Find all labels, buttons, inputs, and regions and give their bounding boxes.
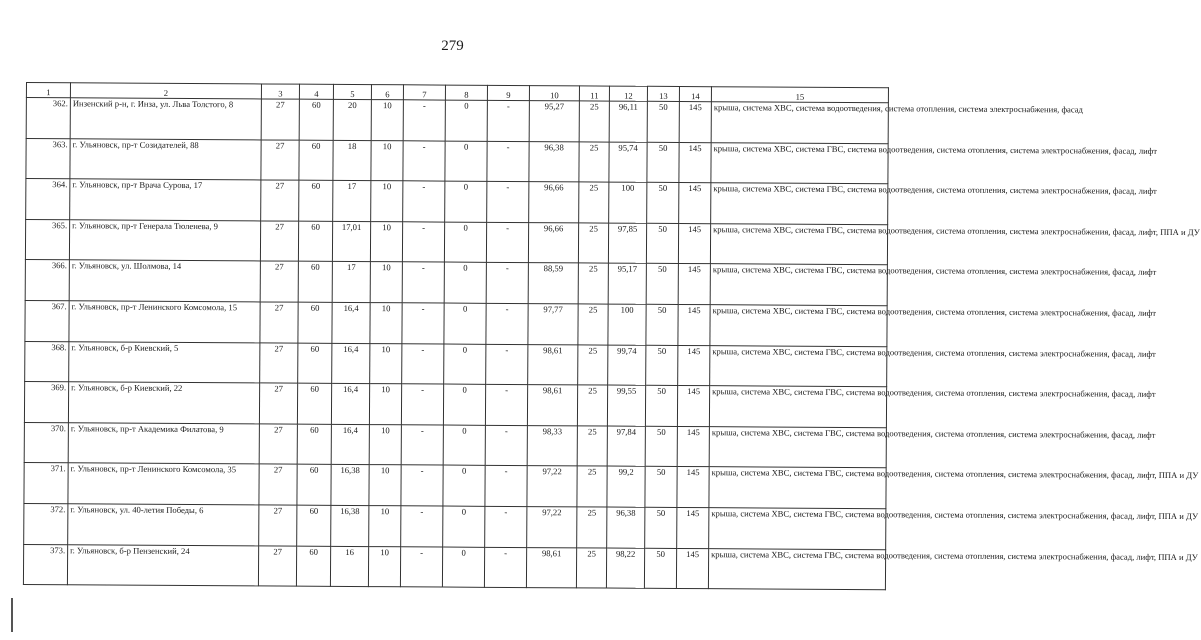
col13-cell: 50 bbox=[646, 345, 678, 386]
col9-cell: - bbox=[484, 547, 526, 588]
col12-cell: 97,85 bbox=[608, 223, 646, 264]
column-header-6: 6 bbox=[371, 85, 403, 100]
table-row bbox=[24, 382, 886, 428]
col12-cell: 98,22 bbox=[606, 548, 644, 589]
col14-cell: 145 bbox=[679, 101, 711, 142]
col11-cell: 25 bbox=[577, 466, 607, 507]
col9-cell: - bbox=[486, 222, 528, 263]
col12-cell: 99,55 bbox=[607, 385, 645, 426]
col9-cell: - bbox=[486, 303, 528, 344]
table-row bbox=[25, 300, 887, 346]
col5-cell: 17,01 bbox=[332, 221, 370, 262]
row-number: 367. bbox=[25, 300, 69, 341]
col8-cell: 0 bbox=[443, 384, 485, 425]
col6-cell: 10 bbox=[369, 465, 401, 506]
col14-cell: 145 bbox=[677, 386, 709, 427]
col11-cell: 25 bbox=[577, 426, 607, 467]
col11-cell: 25 bbox=[578, 263, 608, 304]
row-number: 362. bbox=[26, 98, 70, 139]
col8-cell: 0 bbox=[444, 303, 486, 344]
row-number: 369. bbox=[24, 382, 68, 423]
column-header-1: 1 bbox=[26, 83, 70, 98]
col7-cell: - bbox=[401, 384, 443, 425]
column-header-12: 12 bbox=[609, 86, 647, 101]
col11-cell: 25 bbox=[578, 223, 608, 264]
column-header-4: 4 bbox=[299, 84, 333, 99]
address-cell: г. Ульяновск, пр-т Ленинского Комсомола, 15 bbox=[69, 301, 260, 343]
col5-cell: 16,4 bbox=[331, 384, 369, 425]
col8-cell: 0 bbox=[443, 506, 485, 547]
col7-cell: - bbox=[401, 425, 443, 466]
col5-cell: 17 bbox=[333, 181, 371, 222]
col9-cell: - bbox=[485, 384, 527, 425]
page-number: 279 bbox=[441, 38, 464, 54]
col9-cell: - bbox=[485, 466, 527, 507]
col14-cell: 145 bbox=[679, 183, 711, 224]
col13-cell: 50 bbox=[647, 182, 679, 223]
table-row bbox=[23, 544, 885, 590]
col3-cell: 27 bbox=[260, 221, 298, 262]
col6-cell: 10 bbox=[370, 343, 402, 384]
works-list-cell: крыша, система ХВС, система водоотведения, система отопления, система электроснабжения, фасад bbox=[711, 102, 888, 144]
col11-cell: 25 bbox=[578, 344, 608, 385]
col7-cell: - bbox=[400, 546, 442, 587]
row-number: 363. bbox=[26, 138, 70, 179]
works-list-cell: крыша, система ХВС, система ГВС, система водоотведения, система отопления, система электроснабжения, фасад, лифт, ППА и ДУ bbox=[709, 467, 886, 509]
col9-cell: - bbox=[486, 344, 528, 385]
col4-cell: 60 bbox=[298, 262, 332, 303]
col4-cell: 60 bbox=[299, 180, 333, 221]
col11-cell: 25 bbox=[578, 304, 608, 345]
table-row bbox=[24, 503, 886, 549]
col10-cell: 96,38 bbox=[529, 141, 579, 182]
col13-cell: 50 bbox=[647, 101, 679, 142]
col3-cell: 27 bbox=[261, 140, 299, 181]
col13-cell: 50 bbox=[647, 142, 679, 183]
col10-cell: 97,22 bbox=[527, 466, 577, 507]
scan-edge-mark bbox=[11, 598, 13, 632]
address-cell: г. Ульяновск, пр-т Врача Сурова, 17 bbox=[70, 179, 261, 221]
col5-cell: 16,38 bbox=[331, 505, 369, 546]
col8-cell: 0 bbox=[445, 141, 487, 182]
col10-cell: 96,66 bbox=[528, 222, 578, 263]
col12-cell: 95,17 bbox=[608, 263, 646, 304]
table-row bbox=[25, 260, 887, 306]
col10-cell: 96,66 bbox=[529, 182, 579, 223]
works-list-cell: крыша, система ХВС, система ГВС, система водоотведения, система отопления, система электроснабжения, фасад, лифт bbox=[710, 264, 887, 306]
table-row bbox=[26, 98, 888, 144]
row-number: 364. bbox=[26, 179, 70, 220]
col5-cell: 20 bbox=[333, 99, 371, 140]
col4-cell: 60 bbox=[298, 302, 332, 343]
col11-cell: 25 bbox=[577, 507, 607, 548]
address-cell: г. Ульяновск, ул. 40-летия Победы, 6 bbox=[68, 504, 259, 546]
col6-cell: 10 bbox=[370, 303, 402, 344]
repair-register-table bbox=[23, 82, 1200, 590]
col13-cell: 50 bbox=[645, 467, 677, 508]
table-row bbox=[24, 463, 886, 509]
table-body bbox=[23, 98, 1200, 590]
col8-cell: 0 bbox=[445, 100, 487, 141]
row-number: 370. bbox=[24, 422, 68, 463]
col8-cell: 0 bbox=[445, 181, 487, 222]
col7-cell: - bbox=[403, 100, 445, 141]
col9-cell: - bbox=[485, 425, 527, 466]
column-header-2: 2 bbox=[70, 83, 261, 99]
works-list-cell: крыша, система ХВС, система ГВС, система водоотведения, система отопления, система электроснабжения, фасад, лифт bbox=[709, 426, 886, 468]
column-header-11: 11 bbox=[579, 86, 609, 101]
col12-cell: 100 bbox=[609, 182, 647, 223]
col10-cell: 88,59 bbox=[528, 263, 578, 304]
col6-cell: 10 bbox=[370, 221, 402, 262]
table-row bbox=[26, 179, 888, 225]
col9-cell: - bbox=[485, 506, 527, 547]
row-number: 368. bbox=[25, 341, 69, 382]
works-list-cell: крыша, система ХВС, система ГВС, система водоотведения, система отопления, система электроснабжения, фасад, лифт bbox=[711, 142, 888, 184]
col13-cell: 50 bbox=[646, 304, 678, 345]
col9-cell: - bbox=[487, 100, 529, 141]
col4-cell: 60 bbox=[296, 546, 330, 587]
col3-cell: 27 bbox=[259, 464, 297, 505]
col6-cell: 10 bbox=[369, 424, 401, 465]
col6-cell: 10 bbox=[369, 506, 401, 547]
col11-cell: 25 bbox=[579, 141, 609, 182]
col3-cell: 27 bbox=[260, 302, 298, 343]
col4-cell: 60 bbox=[298, 221, 332, 262]
col14-cell: 145 bbox=[678, 223, 710, 264]
col3-cell: 27 bbox=[260, 342, 298, 383]
address-cell: Инзенский р-н, г. Инза, ул. Льва Толстого, 8 bbox=[70, 98, 261, 140]
col7-cell: - bbox=[403, 181, 445, 222]
col5-cell: 16 bbox=[330, 546, 368, 587]
col8-cell: 0 bbox=[443, 465, 485, 506]
col13-cell: 50 bbox=[646, 264, 678, 305]
col8-cell: 0 bbox=[444, 344, 486, 385]
col8-cell: 0 bbox=[443, 425, 485, 466]
col9-cell: - bbox=[486, 263, 528, 304]
col10-cell: 98,61 bbox=[526, 547, 576, 588]
col11-cell: 25 bbox=[579, 101, 609, 142]
row-number: 366. bbox=[25, 260, 69, 301]
address-cell: г. Ульяновск, пр-т Созидателей, 88 bbox=[70, 138, 261, 180]
works-list-cell: крыша, система ХВС, система ГВС, система водоотведения, система отопления, система электроснабжения, фасад, лифт, ППА и ДУ bbox=[710, 223, 887, 265]
table-row bbox=[26, 138, 888, 184]
col14-cell: 145 bbox=[677, 467, 709, 508]
col7-cell: - bbox=[402, 343, 444, 384]
col10-cell: 98,61 bbox=[528, 344, 578, 385]
col4-cell: 60 bbox=[299, 99, 333, 140]
col10-cell: 97,22 bbox=[527, 507, 577, 548]
col9-cell: - bbox=[487, 182, 529, 223]
col10-cell: 98,33 bbox=[527, 425, 577, 466]
col12-cell: 96,38 bbox=[607, 507, 645, 548]
col7-cell: - bbox=[403, 140, 445, 181]
col13-cell: 50 bbox=[645, 507, 677, 548]
col4-cell: 60 bbox=[297, 505, 331, 546]
column-header-10: 10 bbox=[529, 86, 579, 101]
col10-cell: 97,77 bbox=[528, 304, 578, 345]
col10-cell: 95,27 bbox=[529, 101, 579, 142]
col11-cell: 25 bbox=[576, 547, 606, 588]
table-row bbox=[25, 219, 887, 265]
col4-cell: 60 bbox=[299, 140, 333, 181]
col4-cell: 60 bbox=[297, 465, 331, 506]
col8-cell: 0 bbox=[444, 262, 486, 303]
col6-cell: 10 bbox=[370, 262, 402, 303]
col3-cell: 27 bbox=[258, 545, 296, 586]
col13-cell: 50 bbox=[645, 426, 677, 467]
row-number: 372. bbox=[24, 503, 68, 544]
col5-cell: 17 bbox=[332, 262, 370, 303]
col13-cell: 50 bbox=[646, 223, 678, 264]
address-cell: г. Ульяновск, б-р Пензенский, 24 bbox=[67, 544, 258, 586]
col14-cell: 145 bbox=[677, 426, 709, 467]
col12-cell: 100 bbox=[608, 304, 646, 345]
column-header-9: 9 bbox=[487, 85, 529, 100]
col14-cell: 145 bbox=[676, 548, 708, 589]
col7-cell: - bbox=[401, 465, 443, 506]
col6-cell: 10 bbox=[371, 100, 403, 141]
col3-cell: 27 bbox=[259, 505, 297, 546]
col7-cell: - bbox=[402, 303, 444, 344]
col3-cell: 27 bbox=[261, 180, 299, 221]
table-row bbox=[24, 422, 886, 468]
col7-cell: - bbox=[401, 506, 443, 547]
col4-cell: 60 bbox=[297, 424, 331, 465]
works-list-cell: крыша, система ХВС, система ГВС, система водоотведения, система отопления, система электроснабжения, фасад, лифт, ППА и ДУ bbox=[709, 508, 886, 550]
col9-cell: - bbox=[487, 141, 529, 182]
col6-cell: 10 bbox=[369, 384, 401, 425]
column-header-8: 8 bbox=[445, 85, 487, 100]
col13-cell: 50 bbox=[645, 385, 677, 426]
address-cell: г. Ульяновск, пр-т Академика Филатова, 9 bbox=[68, 423, 259, 465]
column-header-14: 14 bbox=[679, 86, 711, 101]
works-list-cell: крыша, система ХВС, система ГВС, система водоотведения, система отопления, система электроснабжения, фасад, лифт bbox=[710, 345, 887, 387]
address-cell: г. Ульяновск, ул. Шолмова, 14 bbox=[69, 260, 260, 302]
col14-cell: 145 bbox=[678, 304, 710, 345]
col5-cell: 16,38 bbox=[331, 465, 369, 506]
col3-cell: 27 bbox=[259, 383, 297, 424]
col7-cell: - bbox=[402, 222, 444, 263]
address-cell: г. Ульяновск, пр-т Генерала Тюленева, 9 bbox=[69, 220, 260, 262]
document-scan bbox=[23, 82, 1200, 590]
col5-cell: 16,4 bbox=[332, 302, 370, 343]
col5-cell: 16,4 bbox=[331, 424, 369, 465]
address-cell: г. Ульяновск, б-р Киевский, 5 bbox=[69, 341, 260, 383]
col6-cell: 10 bbox=[368, 546, 400, 587]
col12-cell: 99,74 bbox=[608, 345, 646, 386]
col14-cell: 145 bbox=[679, 142, 711, 183]
works-list-cell: крыша, система ХВС, система ГВС, система водоотведения, система отопления, система электроснабжения, фасад, лифт, ППА и ДУ bbox=[708, 548, 885, 590]
address-cell: г. Ульяновск, пр-т Ленинского Комсомола, 35 bbox=[68, 463, 259, 505]
col12-cell: 99,2 bbox=[607, 466, 645, 507]
col11-cell: 25 bbox=[577, 385, 607, 426]
col5-cell: 16,4 bbox=[332, 343, 370, 384]
column-header-7: 7 bbox=[403, 85, 445, 100]
col8-cell: 0 bbox=[444, 222, 486, 263]
col3-cell: 27 bbox=[260, 261, 298, 302]
col12-cell: 97,84 bbox=[607, 426, 645, 467]
col6-cell: 10 bbox=[371, 181, 403, 222]
col12-cell: 95,74 bbox=[609, 142, 647, 183]
table-row bbox=[25, 341, 887, 387]
col6-cell: 10 bbox=[371, 140, 403, 181]
col14-cell: 145 bbox=[678, 345, 710, 386]
col14-cell: 145 bbox=[677, 507, 709, 548]
column-header-3: 3 bbox=[261, 84, 299, 99]
col11-cell: 25 bbox=[579, 182, 609, 223]
col3-cell: 27 bbox=[259, 424, 297, 465]
col3-cell: 27 bbox=[261, 99, 299, 140]
col10-cell: 98,61 bbox=[527, 385, 577, 426]
row-number: 365. bbox=[25, 219, 69, 260]
col8-cell: 0 bbox=[442, 547, 484, 588]
column-header-15: 15 bbox=[711, 87, 888, 103]
column-header-5: 5 bbox=[333, 84, 371, 99]
col13-cell: 50 bbox=[644, 548, 676, 589]
col7-cell: - bbox=[402, 262, 444, 303]
col4-cell: 60 bbox=[297, 383, 331, 424]
col14-cell: 145 bbox=[678, 264, 710, 305]
address-cell: г. Ульяновск, б-р Киевский, 22 bbox=[68, 382, 259, 424]
works-list-cell: крыша, система ХВС, система ГВС, система водоотведения, система отопления, система электроснабжения, фасад, лифт bbox=[710, 305, 887, 347]
col4-cell: 60 bbox=[298, 343, 332, 384]
col5-cell: 18 bbox=[333, 140, 371, 181]
col12-cell: 96,11 bbox=[609, 101, 647, 142]
row-number: 373. bbox=[23, 544, 67, 585]
works-list-cell: крыша, система ХВС, система ГВС, система водоотведения, система отопления, система электроснабжения, фасад, лифт bbox=[711, 183, 888, 225]
works-list-cell: крыша, система ХВС, система ГВС, система водоотведения, система отопления, система электроснабжения, фасад, лифт bbox=[709, 386, 886, 428]
column-header-13: 13 bbox=[647, 86, 679, 101]
row-number: 371. bbox=[24, 463, 68, 504]
